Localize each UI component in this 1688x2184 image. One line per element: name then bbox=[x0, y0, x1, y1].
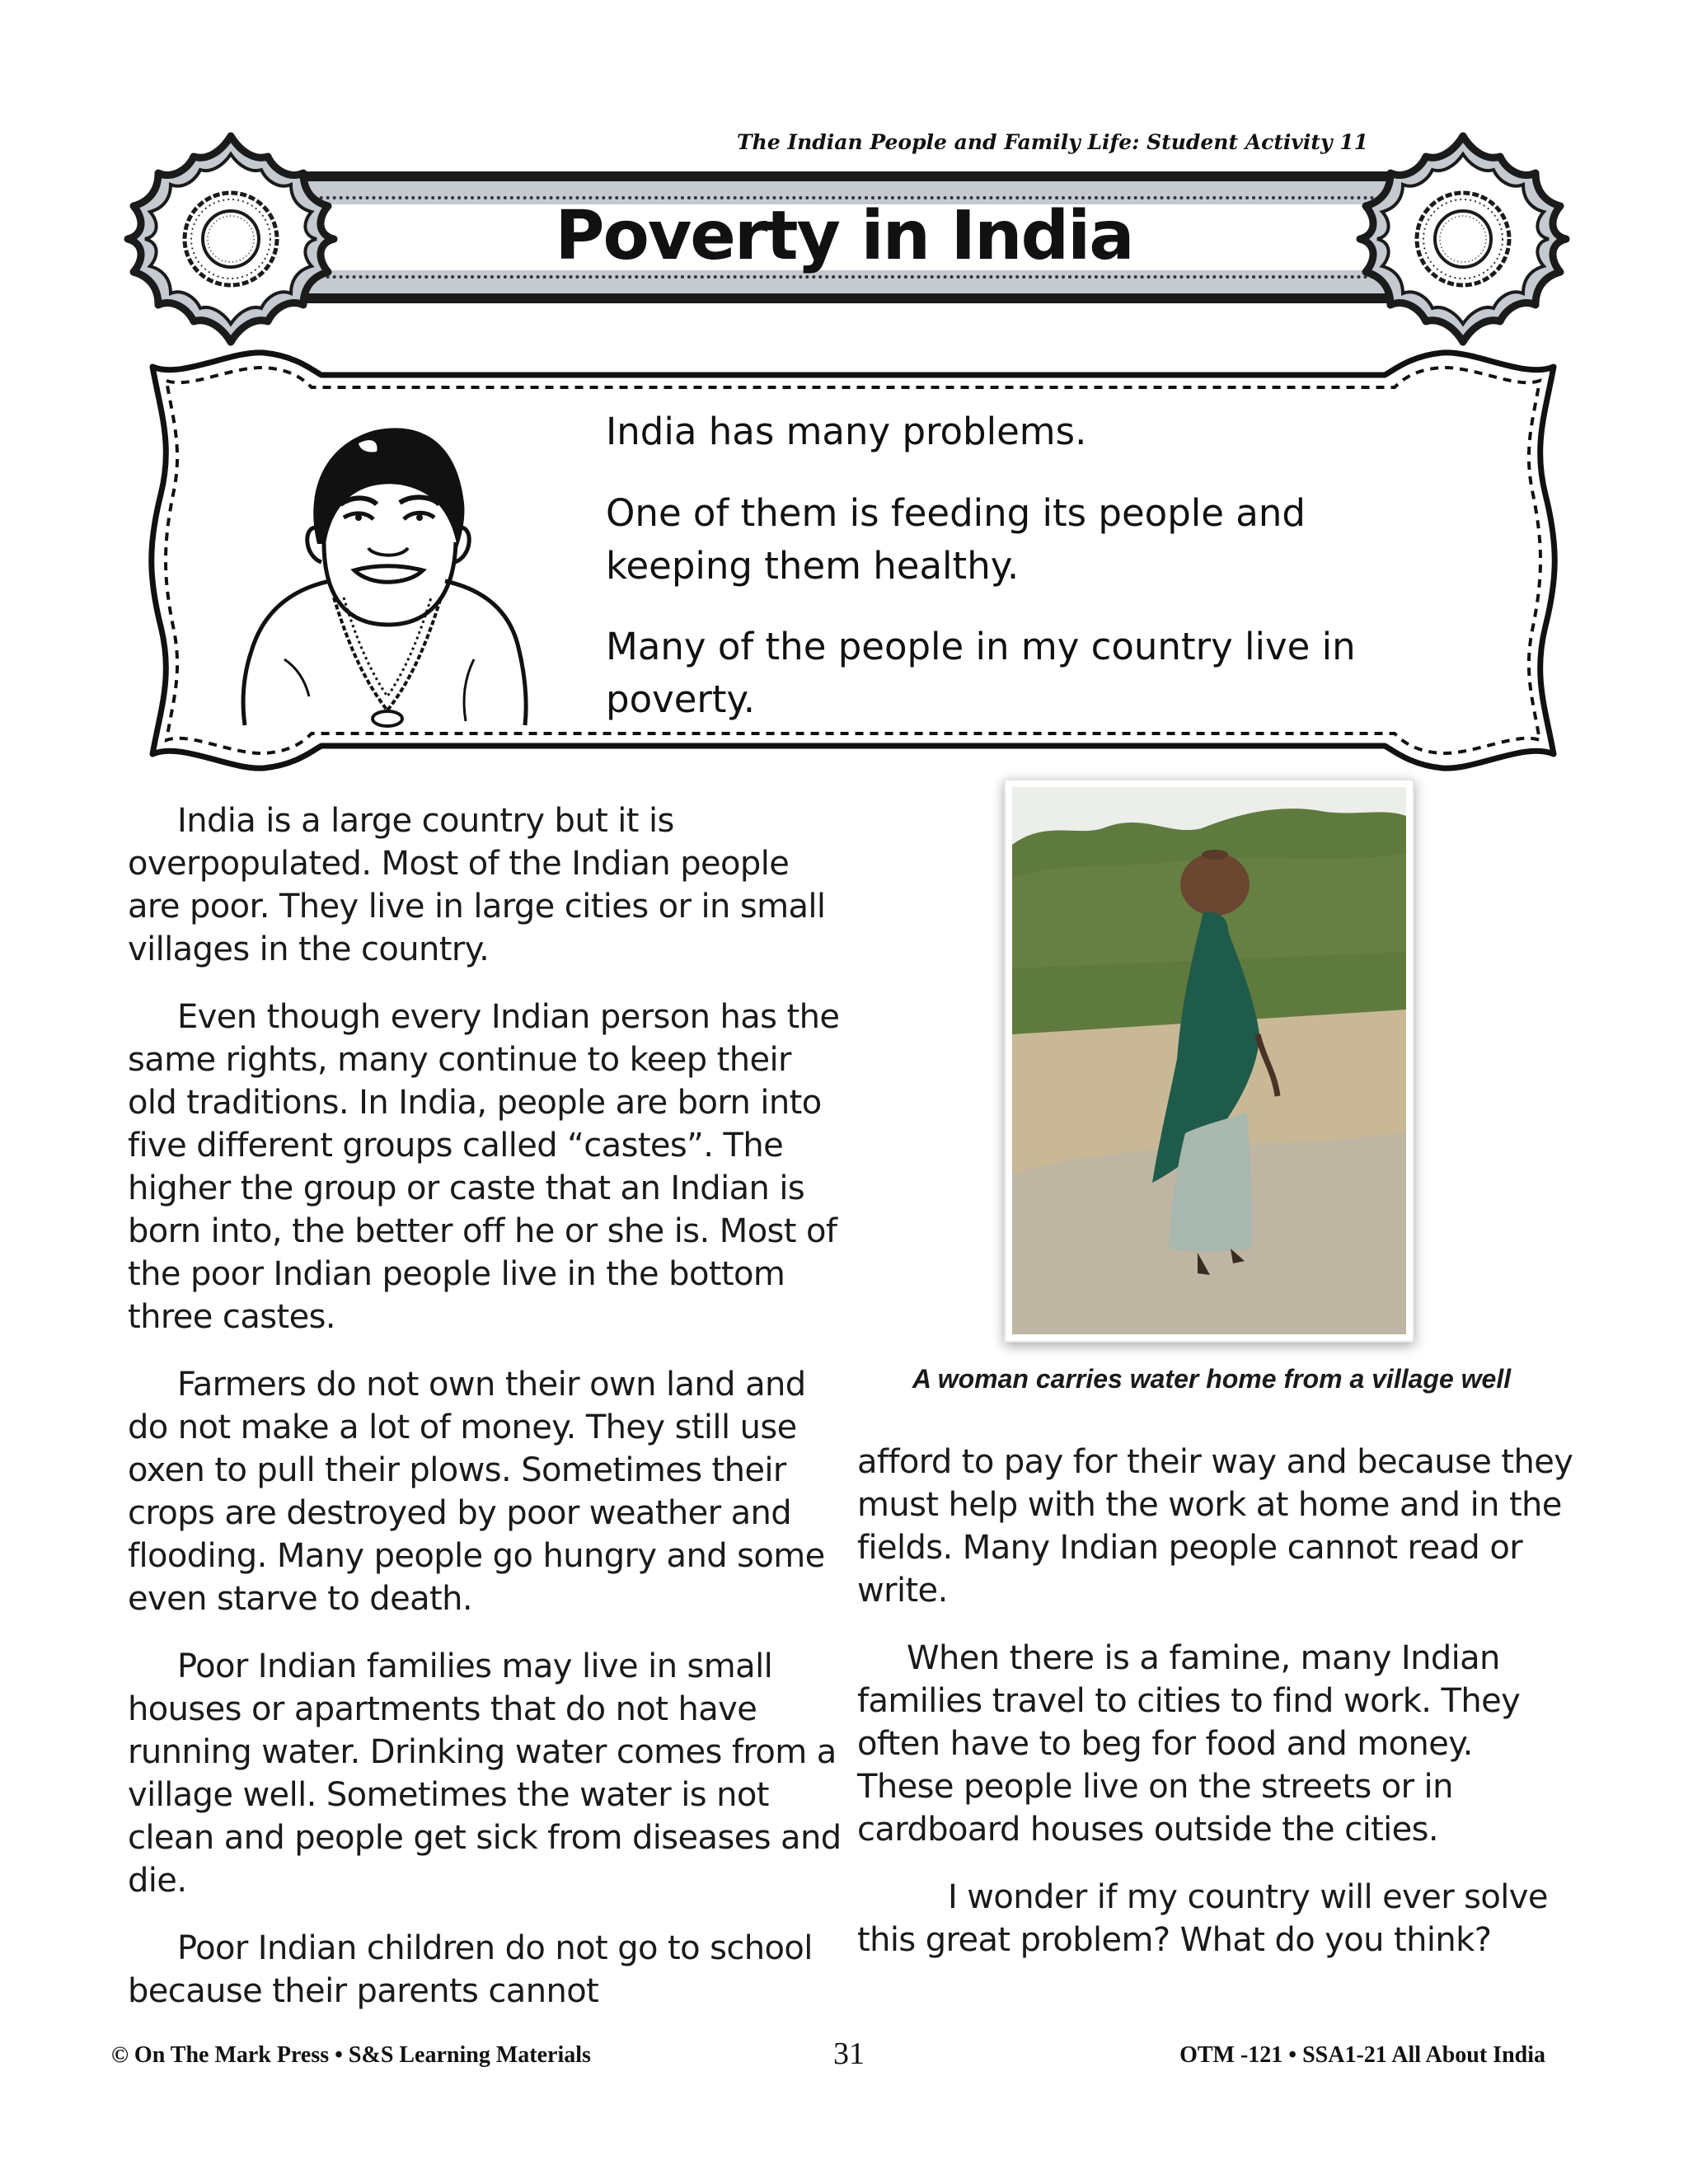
left-column bbox=[128, 799, 845, 2013]
woman-carrying-water-photo bbox=[1012, 787, 1406, 1334]
paragraph: India is a large country but it is overpopulated. Most of the Indian people are poor. They live in large cities or in small villages in the country. bbox=[128, 802, 826, 968]
footer-product-code: OTM -121 • SSA1-21 All About India bbox=[1179, 2042, 1545, 2068]
footer-publisher: © On The Mark Press • S&S Learning Materials bbox=[111, 2042, 591, 2068]
lotus-medallion-right-icon bbox=[1356, 128, 1570, 350]
paragraph: afford to pay for their way and because they must help with the work at home and in the fields. Many Indian people cannot read or write. bbox=[857, 1443, 1573, 1610]
page-number: 31 bbox=[833, 2036, 865, 2071]
photo-caption: A woman carries water home from a village well bbox=[912, 1364, 1512, 1394]
paragraph: Poor Indian children do not go to school because their parents cannot bbox=[128, 1929, 813, 2010]
lotus-medallion-left-icon bbox=[124, 128, 338, 350]
speech-line-1: India has many problems. bbox=[606, 410, 1087, 453]
speech-line-3: Many of the people in my country live in poverty. bbox=[606, 625, 1356, 721]
boy-portrait-illustration bbox=[235, 412, 540, 729]
page-title: Poverty in India bbox=[555, 197, 1133, 275]
speech-line-2: One of them is feeding its people and keeping them healthy. bbox=[606, 491, 1306, 588]
paragraph: Even though every Indian person has the same rights, many continue to keep their old traditions. In India, people are born into five different groups called “castes”. The higher the group or caste that an Indian is born into, the better off he or she is. Most of the poor Indian people live in the bottom three castes. bbox=[128, 998, 840, 1336]
paragraph: I wonder if my country will ever solve this great problem? What do you think? bbox=[857, 1878, 1548, 1959]
paragraph: Farmers do not own their own land and do not make a lot of money. They still use oxen to pull their plows. Sometimes their crops are destroyed by poor weather and flooding. Many people go hungry and some even starve to death. bbox=[128, 1366, 825, 1618]
activity-subtitle: The Indian People and Family Life: Student Activity 11 bbox=[737, 130, 1368, 154]
right-column bbox=[857, 1441, 1574, 1961]
photo-frame bbox=[1004, 779, 1414, 1343]
paragraph: Poor Indian families may live in small houses or apartments that do not have running water. Drinking water comes from a village well. Sometimes the water is not clean and people get sick from diseases and die. bbox=[128, 1647, 842, 1900]
paragraph: When there is a famine, many Indian families travel to cities to find work. They often have to beg for food and money. These people live on the streets or in cardboard houses outside the cities. bbox=[857, 1639, 1521, 1849]
